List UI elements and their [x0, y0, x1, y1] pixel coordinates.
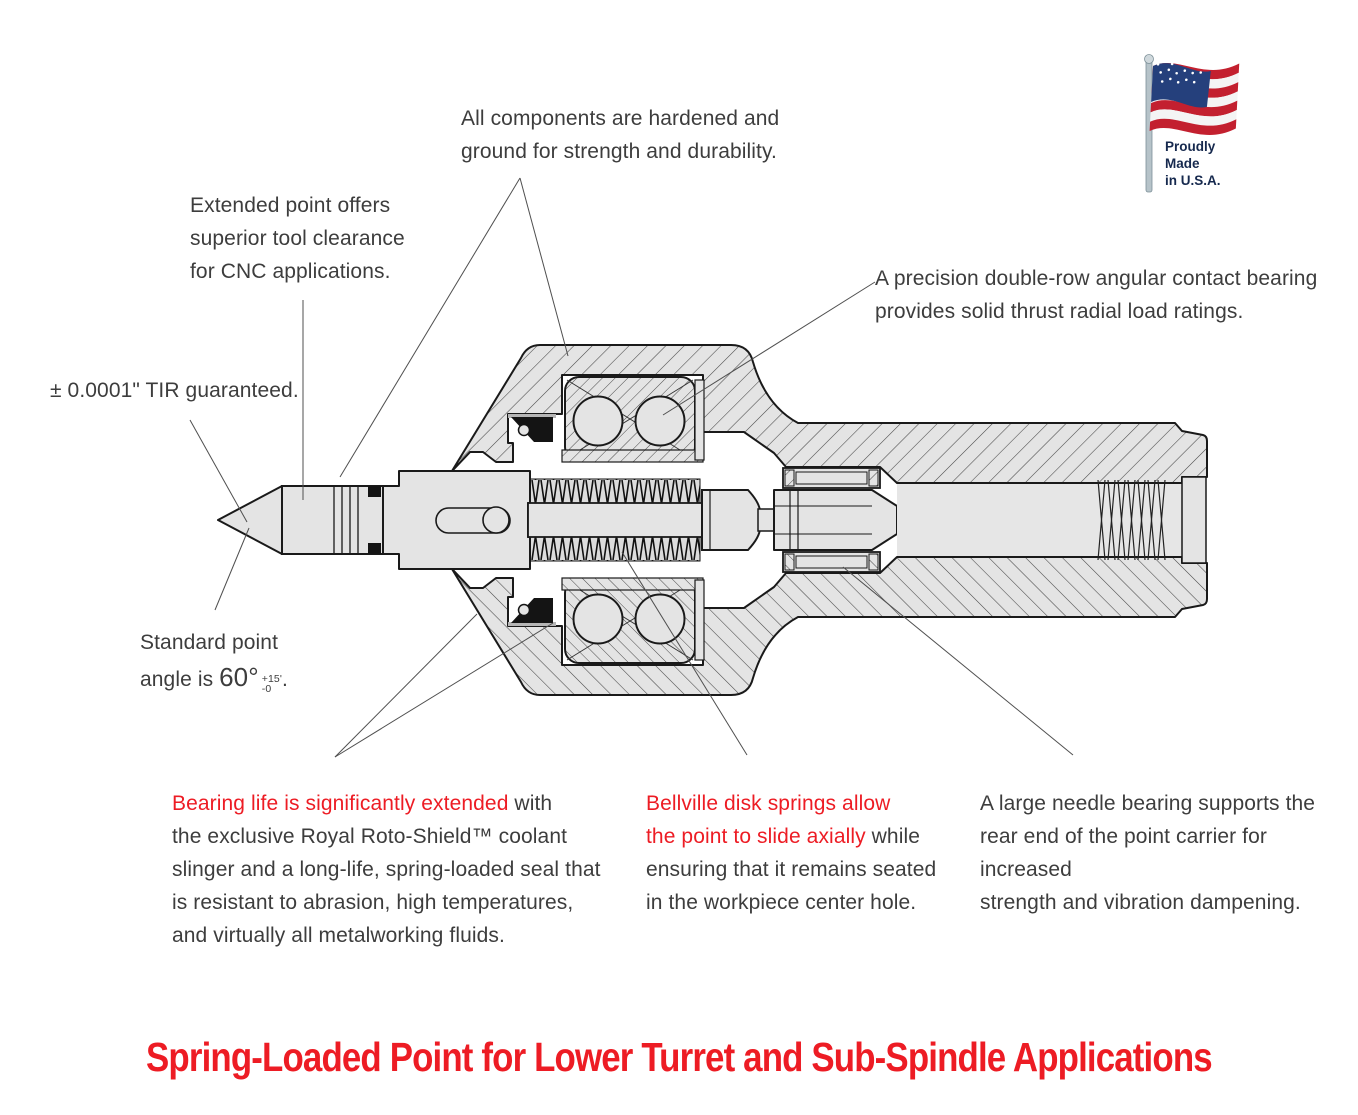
- rear-spindle: [774, 490, 897, 550]
- angle-prefix: angle is: [140, 668, 220, 691]
- callout-line: in the workpiece center hole.: [646, 891, 917, 914]
- seal-spring: [519, 425, 530, 436]
- keyway-pin: [483, 507, 509, 533]
- callout-line: for CNC applications.: [190, 260, 391, 283]
- callout-line: ± 0.0001" TIR guaranteed.: [50, 379, 299, 402]
- title-wrap: [0, 1034, 1358, 1081]
- callout-line: is resistant to abrasion, high temperatures,: [172, 891, 574, 914]
- tolerance-minus: -0: [261, 683, 272, 695]
- spring-retainer: [702, 490, 760, 550]
- made-in-usa-line: in U.S.A.: [1165, 173, 1221, 188]
- carrier-rod: [758, 509, 774, 531]
- leader-tir: [190, 420, 247, 522]
- callout-extended-point: [190, 189, 405, 288]
- o-ring: [368, 543, 381, 554]
- made-in-usa-label: [1165, 138, 1221, 189]
- leader-standard-point: [215, 528, 249, 610]
- callout-line: Extended point offers: [190, 194, 391, 217]
- leader-bearing-life-2: [335, 623, 553, 757]
- callout-line: [172, 787, 601, 820]
- housing-lower-half: [452, 537, 1207, 695]
- highlight-text: Bearing life is significantly extended: [172, 792, 509, 815]
- bearing-ball: [574, 397, 623, 446]
- seal: [511, 417, 553, 442]
- callout-line: [646, 820, 936, 853]
- bellville-springs: [530, 479, 700, 503]
- callout-needle-bearing: [980, 787, 1358, 919]
- callout-line: A large needle bearing supports the: [980, 792, 1316, 815]
- callout-line: the exclusive Royal Roto-Shield™ coolant: [172, 825, 568, 848]
- plain-text: while: [865, 825, 921, 848]
- highlight-text: the point to slide axially: [646, 825, 866, 848]
- needle-rollers: [796, 472, 867, 484]
- tolerance-plus: +15': [261, 673, 282, 685]
- bearing-inner-race: [562, 450, 703, 462]
- shank-socket: [1182, 477, 1206, 563]
- point-body: [282, 486, 383, 554]
- page-title: Spring-Loaded Point for Lower Turret and Sub-Spindle Applications: [146, 1034, 1212, 1080]
- callout-tir: [50, 374, 299, 407]
- callout-line: Standard point: [140, 631, 279, 654]
- callout-line: rear end of the point carrier for increased: [980, 825, 1267, 881]
- point-tip: [218, 486, 282, 554]
- callout-line: [140, 660, 288, 698]
- highlight-text: Bellville disk springs allow: [646, 792, 891, 815]
- callout-line: provides solid thrust radial load ratings.: [875, 300, 1244, 323]
- callout-line: ground for strength and durability.: [461, 140, 777, 163]
- callout-all-components: [461, 102, 779, 168]
- angle-tolerance: [262, 674, 282, 694]
- callout-line: slinger and a long-life, spring-loaded seal that: [172, 858, 601, 881]
- callout-bellville: [646, 787, 936, 919]
- housing-upper-half: [452, 345, 1207, 503]
- angle-value: 60°: [219, 662, 259, 692]
- made-in-usa-line: Proudly: [1165, 139, 1216, 154]
- callout-standard-point: [140, 626, 288, 698]
- callout-line: All components are hardened and: [461, 107, 780, 130]
- callout-line: ensuring that it remains seated: [646, 858, 937, 881]
- callout-line: A precision double-row angular contact bearing: [875, 267, 1318, 290]
- made-in-usa-line: Made: [1165, 156, 1200, 171]
- needle-cage-end: [785, 470, 794, 486]
- callout-line: strength and vibration dampening.: [980, 891, 1301, 914]
- callout-bearing-life: [172, 787, 601, 952]
- o-ring: [368, 486, 381, 497]
- leader-all-components-right: [520, 178, 568, 356]
- needle-cage-end: [869, 470, 878, 486]
- leader-bearing-life-1: [335, 614, 477, 757]
- plain-text: with: [508, 792, 553, 815]
- angle-period: .: [281, 668, 288, 691]
- carrier-waist: [528, 503, 702, 537]
- callout-line: superior tool clearance: [190, 227, 405, 250]
- callout-precision-bearing: [875, 262, 1317, 328]
- bearing-ball: [636, 397, 685, 446]
- callout-line: and virtually all metalworking fluids.: [172, 924, 505, 947]
